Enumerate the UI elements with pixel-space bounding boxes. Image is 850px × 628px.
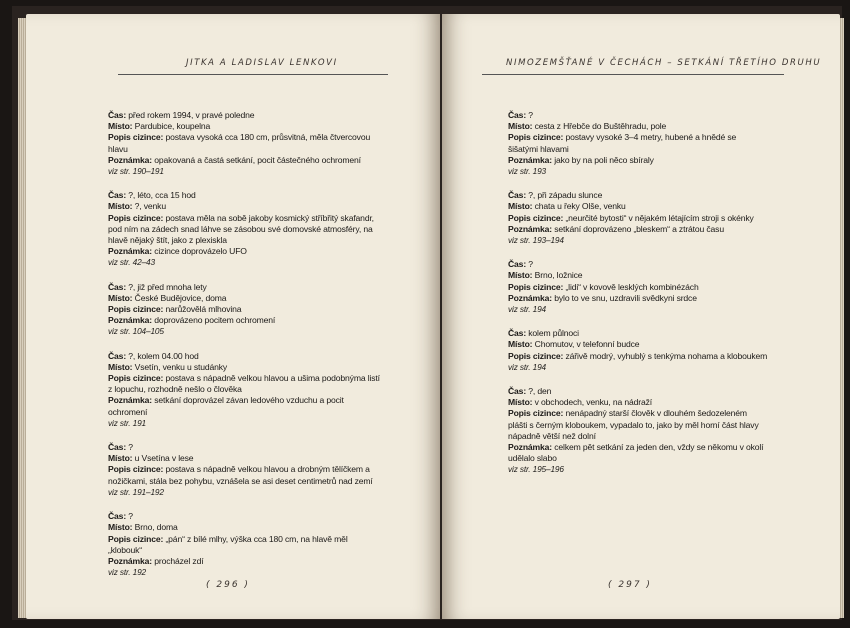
encounter-entry: [508, 386, 768, 476]
time-line: [108, 442, 380, 453]
description-line: [508, 282, 768, 293]
note-line-value: opakovaná a častá setkání, pocit částečného ochromení: [154, 154, 361, 165]
note-line: [508, 293, 768, 304]
time-line: [508, 328, 768, 339]
description-line-value: nenápadný starší člověk v dlouhém šedozeleném plášti s černým kloboukem, vypadalo to, jako by měl horní část hlavy nápadně větší než dolní: [508, 408, 759, 441]
time-line-value: ?: [528, 110, 533, 120]
note-line-label: Poznámka:: [108, 555, 153, 566]
time-line-value: před rokem 1994, v pravé poledne: [128, 110, 255, 120]
place-line-value: u Vsetína v lese: [134, 453, 194, 464]
left-page: [26, 14, 440, 619]
note-line-value: celkem pět setkání za jeden den, vždy se někomu v okolí udělalo slabo: [508, 442, 764, 464]
note-line-value: cizince doprovázelo UFO: [154, 246, 247, 257]
time-line-label: Čas:: [108, 350, 127, 361]
description-line-value: zářivě modrý, vyhublý s tenkýma nohama a kloboukem: [565, 350, 768, 361]
note-line: [508, 442, 768, 464]
time-line-value: ?: [128, 442, 133, 453]
page-reference: viz str. 42–43: [108, 257, 155, 268]
page-reference: viz str. 193: [508, 166, 547, 177]
note-line: [108, 155, 380, 166]
place-line: [108, 362, 380, 373]
time-line-label: Čas:: [508, 190, 527, 201]
running-head: NIMOZEMŠŤANÉ V ČECHÁCH – SETKÁNÍ TŘETÍHO DRUHU: [506, 58, 822, 68]
place-line: [508, 121, 768, 132]
description-line-label: Popis cizince:: [508, 132, 564, 143]
description-line-value: „neurčité bytosti“ v nějakém létajícím stroji s okénky: [565, 212, 754, 223]
note-line-label: Poznámka:: [508, 442, 553, 453]
place-line: [108, 453, 380, 464]
place-line-value: v obchodech, venku, na nádraží: [534, 397, 652, 408]
note-line-value: jako by na poli něco sbíraly: [554, 154, 654, 165]
time-line: [108, 511, 380, 522]
description-line-label: Popis cizince:: [108, 533, 164, 544]
place-line: [108, 121, 380, 132]
place-line-label: Místo:: [108, 361, 133, 372]
place-line: [108, 522, 380, 533]
description-line: [508, 408, 768, 442]
page-number: ( 296 ): [206, 580, 250, 590]
encounter-entry: [108, 190, 380, 268]
place-line: [108, 293, 380, 304]
time-line: [108, 190, 380, 201]
description-line-value: „pán“ z bílé mlhy, výška cca 180 cm, na hlavě měl „klobouk“: [108, 533, 348, 555]
note-line: [508, 224, 768, 235]
header-rule: [118, 74, 388, 75]
note-line-label: Poznámka:: [108, 395, 153, 406]
time-line-value: ?, při západu slunce: [528, 190, 603, 201]
right-page: [442, 14, 840, 619]
note-line-label: Poznámka:: [108, 154, 153, 165]
encounter-entry: [508, 259, 768, 315]
note-line-value: setkání doprovázel závan ledového vzduchu a pocit ochromení: [108, 395, 344, 417]
description-line-label: Popis cizince:: [108, 373, 164, 384]
description-line: [108, 464, 380, 486]
description-line: [108, 213, 380, 247]
place-line-label: Místo:: [508, 339, 533, 350]
note-line-value: setkání doprovázeno „bleskem“ a ztrátou času: [554, 223, 724, 234]
page-content: [108, 110, 380, 591]
description-line-label: Popis cizince:: [108, 304, 164, 315]
description-line: [108, 534, 380, 556]
running-head: JITKA A LADISLAV LENKOVI: [186, 58, 338, 68]
place-line-value: Brno, doma: [134, 522, 178, 533]
encounter-entry: [508, 328, 768, 373]
place-line: [508, 270, 768, 281]
time-line-label: Čas:: [108, 110, 127, 120]
page-reference: viz str. 104–105: [108, 326, 164, 337]
time-line-label: Čas:: [108, 442, 127, 453]
time-line-value: ?: [528, 259, 533, 270]
description-line: [508, 213, 768, 224]
description-line-label: Popis cizince:: [108, 464, 164, 475]
encounter-entry: [108, 282, 380, 338]
place-line-value: Brno, ložnice: [534, 270, 583, 281]
encounter-entry: [108, 442, 380, 498]
place-line-label: Místo:: [108, 201, 133, 212]
note-line-value: bylo to ve snu, uzdravili svědkyni srdce: [554, 292, 697, 303]
header-rule: [482, 74, 784, 75]
note-line: [108, 395, 380, 417]
description-line: [108, 304, 380, 315]
description-line-label: Popis cizince:: [508, 350, 564, 361]
place-line-label: Místo:: [108, 292, 133, 303]
page-reference: viz str. 192: [108, 567, 147, 578]
time-line-label: Čas:: [108, 281, 127, 292]
time-line: [108, 351, 380, 362]
note-line: [508, 155, 768, 166]
place-line: [508, 397, 768, 408]
place-line-label: Místo:: [108, 121, 133, 132]
time-line-value: ?, již před mnoha lety: [128, 281, 207, 292]
place-line-value: Vsetín, venku u studánky: [134, 361, 228, 372]
page-reference: viz str. 193–194: [508, 235, 564, 246]
description-line-value: „lidi“ v kovově lesklých kombinézách: [565, 281, 699, 292]
time-line-label: Čas:: [508, 328, 527, 339]
place-line-value: chata u řeky Olše, venku: [534, 201, 626, 212]
description-line-value: postava vysoká cca 180 cm, průsvitná, měla čtvercovou hlavu: [108, 132, 371, 154]
encounter-entry: [508, 110, 768, 177]
encounter-entry: [108, 351, 380, 429]
time-line-label: Čas:: [108, 190, 127, 201]
description-line-label: Popis cizince:: [508, 408, 564, 419]
time-line-value: ?, kolem 04.00 hod: [128, 350, 199, 361]
description-line-value: postavy vysoké 3–4 metry, hubené a hnědé se šišatými hlavami: [508, 132, 737, 154]
description-line: [508, 351, 768, 362]
note-line-value: procházel zdí: [154, 555, 204, 566]
place-line-label: Místo:: [508, 270, 533, 281]
page-reference: viz str. 194: [508, 361, 547, 372]
time-line-label: Čas:: [508, 386, 527, 397]
place-line-label: Místo:: [108, 453, 133, 464]
note-line: [108, 246, 380, 257]
place-line-label: Místo:: [508, 397, 533, 408]
encounter-entry: [508, 190, 768, 246]
time-line-label: Čas:: [108, 511, 127, 522]
place-line-value: České Budějovice, doma: [134, 292, 227, 303]
time-line-value: ?: [128, 511, 133, 522]
place-line-value: Pardubice, koupelna: [134, 121, 211, 132]
note-line-label: Poznámka:: [108, 315, 153, 326]
page-reference: viz str. 195–196: [508, 464, 564, 475]
time-line-value: ?, den: [528, 386, 552, 397]
description-line-label: Popis cizince:: [108, 212, 164, 223]
time-line: [508, 386, 768, 397]
open-book: [12, 6, 842, 620]
time-line-label: Čas:: [508, 110, 527, 120]
note-line-label: Poznámka:: [508, 154, 553, 165]
place-line-label: Místo:: [508, 201, 533, 212]
time-line: [508, 190, 768, 201]
description-line-label: Popis cizince:: [508, 281, 564, 292]
place-line-value: cesta z Hřebče do Buštěhradu, pole: [534, 121, 667, 132]
page-number: ( 297 ): [608, 580, 652, 590]
description-line-value: postava měla na sobě jakoby kosmický stříbřitý skafandr, pod ním na zádech snad láhve se zásobou své domovské atmosféry, na hlavě nějaký štít, jako z plexiskla: [108, 212, 374, 246]
description-line-value: postava s nápadně velkou hlavou a ušima podobnýma listí z lopuchu, rozhodně nešlo o člověka: [108, 373, 380, 395]
note-line-label: Poznámka:: [108, 246, 153, 257]
encounter-entry: [108, 110, 380, 177]
note-line-label: Poznámka:: [508, 223, 553, 234]
note-line-label: Poznámka:: [508, 292, 553, 303]
page-content: [508, 110, 768, 489]
description-line-value: narůžovělá mlhovina: [165, 304, 242, 315]
time-line: [108, 282, 380, 293]
time-line-label: Čas:: [508, 259, 527, 270]
description-line: [508, 132, 768, 154]
time-line: [508, 110, 768, 121]
time-line: [108, 110, 380, 121]
note-line: [108, 556, 380, 567]
note-line: [108, 315, 380, 326]
page-reference: viz str. 190–191: [108, 166, 164, 177]
encounter-entry: [108, 511, 380, 578]
place-line: [108, 201, 380, 212]
description-line-value: postava s nápadně velkou hlavou a drobným tělíčkem a nožičkami, stála bez pohybu, vznášela se asi deset centimetrů nad zemí: [108, 464, 373, 486]
description-line: [108, 373, 380, 395]
time-line-value: ?, léto, cca 15 hod: [128, 190, 196, 201]
time-line: [508, 259, 768, 270]
description-line-label: Popis cizince:: [108, 132, 164, 143]
place-line-label: Místo:: [508, 121, 533, 132]
description-line-label: Popis cizince:: [508, 212, 564, 223]
place-line-value: ?, venku: [134, 201, 166, 212]
place-line: [508, 201, 768, 212]
page-reference: viz str. 191: [108, 417, 147, 428]
description-line: [108, 132, 380, 154]
note-line-value: doprovázeno pocitem ochromení: [154, 315, 276, 326]
time-line-value: kolem půlnoci: [528, 328, 579, 339]
place-line: [508, 339, 768, 350]
page-reference: viz str. 191–192: [108, 486, 164, 497]
page-reference: viz str. 194: [508, 304, 547, 315]
place-line-label: Místo:: [108, 522, 133, 533]
place-line-value: Chomutov, v telefonní budce: [534, 339, 640, 350]
